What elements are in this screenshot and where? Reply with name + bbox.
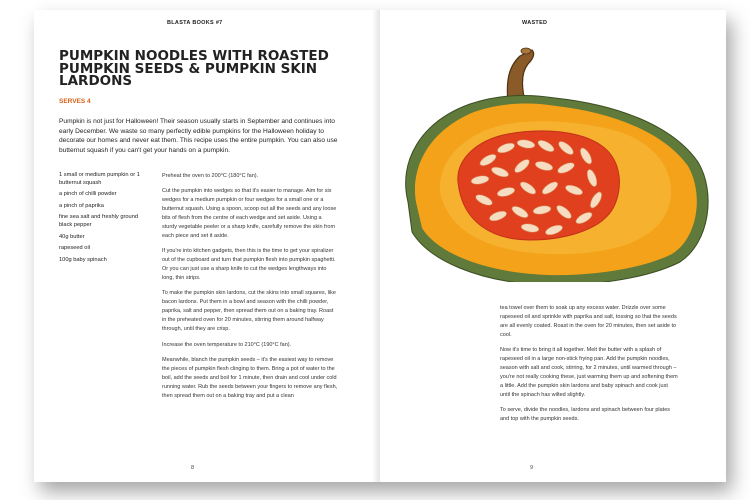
- method-step: Preheat the oven to 200°C (180°C fan).: [162, 173, 259, 179]
- pumpkin-illustration: [380, 42, 726, 282]
- method-step: Meanwhile, blanch the pumpkin seeds – it's the easiest way to remove the pieces of pumpkin flesh clinging to them. Bring a pot of water to the boil, add the seeds and boil for 1 minute, then drain and cool under cold running water. Rub the seeds between your fingers to remove any flesh, then spread them out on a baking tray and put a clean: [162, 356, 338, 399]
- method-step: To serve, divide the noodles, lardons and spinach between four plates and top with the pumpkin seeds.: [500, 407, 670, 422]
- ingredient-item: a pinch of paprika: [59, 202, 104, 209]
- method-step: Increase the oven temperature to 210°C (190°C fan).: [162, 341, 292, 348]
- ingredient-item: 40g butter: [59, 233, 85, 240]
- method-left: [162, 172, 338, 407]
- page-number-right: 9: [530, 465, 534, 471]
- serves-label: SERVES 4: [59, 98, 91, 105]
- left-page: [34, 10, 380, 482]
- method-step: tea towel over them to soak up any excess water. Drizzle over some rapeseed oil and sprinkle with paprika and salt, tossing so that the seeds are all evenly coated. Roast in the oven for 20 minutes, then set aside to cool.: [500, 305, 677, 338]
- ingredient-item: 100g baby spinach: [59, 256, 107, 263]
- method-step: Cut the pumpkin into wedges so that it's easier to manage. Aim for six wedges for a medium pumpkin or four wedges for a small one or a butternut squash. Using a spoon, scoop out all the seeds and any loose bits of flesh from the centre of each wedge and set aside. Using a sturdy vegetable peeler or a sharp knife, carefully remove the skin from each piece and set it aside.: [162, 188, 337, 239]
- ingredient-item: fine sea salt and freshly ground black pepper: [59, 214, 139, 228]
- method-step: If you're into kitchen gadgets, then this is the time to get your spiralizer out of the cupboard and turn that pumpkin flesh into pumpkin spaghetti. Or you can just use a sharp knife to cut the wedges lengthways into long, thin strips.: [162, 248, 336, 282]
- method-right: [500, 304, 678, 430]
- ingredient-item: a pinch of chilli powder: [59, 191, 117, 198]
- method-step: Now it's time to bring it all together. Melt the butter with a splash of rapeseed oil in a large non-stick frying pan. Add the pumpkin noodles, season with salt and cook, stirring, for 2 minutes, until warmed through – you're not really cooking these, just warming them up and softening them a little. Add the pumpkin skin lardons and baby spinach and cook just until the spinach has wilted slightly.: [500, 347, 678, 398]
- running-head-right: WASTED: [522, 20, 548, 26]
- page-number-left: 8: [191, 465, 195, 471]
- right-page: [380, 10, 726, 482]
- recipe-intro: Pumpkin is not just for Halloween! Their season usually starts in September and continues into early December. We waste so many perfectly edible pumpkins for the Halloween holiday to decorate our homes and never eat them. This recipe uses the entire pumpkin. You can also use butternut squash if you can't get your hands on a pumpkin.: [59, 118, 338, 155]
- ingredient-item: 1 small or medium pumpkin or 1 butternut squash: [59, 172, 140, 186]
- method-step: To make the pumpkin skin lardons, cut the skins into small squares, like bacon lardons. Put them in a bowl and season with the chilli powder, paprika, salt and pepper, then spread them out on a baking tray. Roast in the preheated oven for 20 minutes, stirring them around halfway through, until they are crisp.: [162, 290, 336, 333]
- recipe-title: PUMPKIN NOODLES WITH ROASTED PUMPKIN SEEDS & PUMPKIN SKIN LARDONS: [59, 48, 329, 89]
- running-head-left: BLASTA BOOKS #7: [167, 20, 223, 26]
- ingredient-item: rapeseed oil: [59, 245, 90, 252]
- ingredients-list: [59, 172, 149, 268]
